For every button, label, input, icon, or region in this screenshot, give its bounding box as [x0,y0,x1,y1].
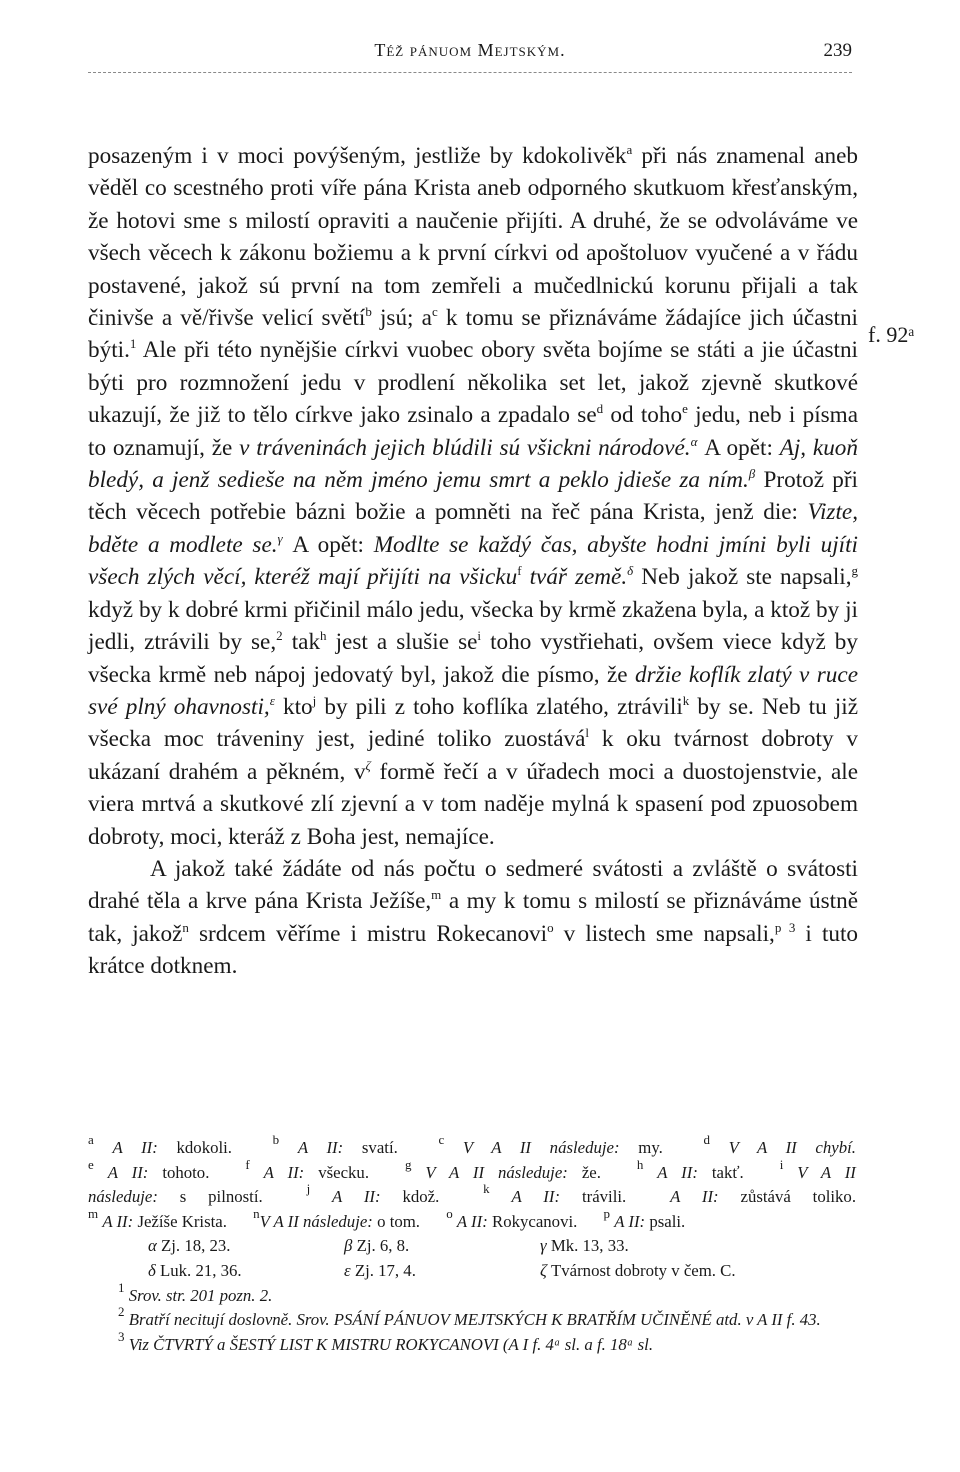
footnote-mark: 1 [129,336,137,352]
variant-source: A II: [107,1162,149,1182]
variant-notes-line-1 [88,1132,856,1161]
footnote-2 [88,1304,856,1333]
variant-source: A II: [657,1162,698,1182]
footnote-text: Bratří necitují doslovně. Srov. PSÁNÍ PÁNUOV MEJTSKÝCH K BRATŘÍM UČINĚNÉ atd. v A II f. 43. [128,1310,821,1330]
text-run: k oku tvárnost dobroty v ukázaní drahém a pěkném, v [88,726,858,785]
variant-mark: e [88,1156,94,1172]
text-run: v listech sme napsali, [553,920,775,947]
variant-reading: s pilností. [179,1187,263,1207]
variant-mark: h [320,628,327,644]
variant-mark: m [431,887,442,903]
reference-mark: γ [277,530,283,546]
apparatus-notes [88,1132,857,1357]
reference-mark: β [748,466,756,482]
variant-mark: k [483,1181,490,1197]
quotation: držie koflík zlatý v ruce své plný ohavnosti, [88,661,858,720]
footnote-3 [88,1328,856,1358]
variant-mark: g [851,563,859,579]
text-run: k tomu se přiznáváme žádajíce jich účastni býti. [88,305,858,364]
variant-mark: k [682,692,690,708]
reference-text: Zj. 6, 8. [356,1236,410,1256]
text-run: od toho [603,402,683,429]
variant-source: A II: [456,1211,488,1231]
footnote-number: 2 [118,1304,125,1320]
scripture-refs-line-2 [88,1259,856,1284]
text-run: by pili z toho koflíka zlatého, ztrávili [316,693,683,720]
reference-text: Zj. 18, 23. [161,1236,231,1256]
variant-mark: p 3 [774,919,796,935]
variant-mark: j [312,692,317,708]
variant-notes-line-4 [88,1205,856,1235]
variant-source: A II: [263,1162,305,1182]
reference-mark: δ [627,563,634,579]
variant-reading: tohoto. [162,1162,210,1182]
quotation: Modlte se každý čas, abyšte hodni jmíni byli ujíti všech zlých věcí, kteréž mají přijíti na všicku [88,531,858,591]
footnote-number: 3 [118,1328,125,1344]
variant-reading: my. [638,1138,663,1157]
text-run: při nás znamenal aneb věděl co scestného proti víře pána Krista aneb odporného skutkuom křesťanským, že hotovi sme s milostí opraviti a naučenie přijíti. A druhé, že se odvoláváme ve všech věcech k zákonu božiemu a k první církvi od apoštoluov vyučené a v řádu postavené, jakož sú první na tom zemřeli a mučedlnickú korunu přijali a tak činivše a vě/řivše velicí světí [88,143,858,332]
text-run: posazeným i v moci povýšeným, jestliže by kdokolivěk [88,143,627,169]
reference-text: Luk. 21, 36. [160,1260,242,1280]
variant-mark: p [603,1205,611,1221]
variant-mark: c [431,304,438,320]
variant-source: V A II následuje: [462,1138,620,1157]
reference-text: Tvárnost dobroty v čem. C. [551,1260,736,1280]
variant-mark: d [596,401,604,417]
variant-reading: o tom. [377,1211,420,1231]
reference-mark: γ [540,1236,547,1256]
running-title: Též pánuom Mejtským. [374,40,566,60]
variant-reading: svatí. [361,1138,398,1157]
footnote-text: Viz ČTVRTÝ a ŠESTÝ LIST K MISTRU ROKYCANOVI (A I f. 4ᵃ sl. a f. 18ᵃ sl. [128,1334,654,1354]
variant-mark: h [636,1156,644,1172]
paragraph-2 [88,853,858,983]
variant-reading: takť. [711,1162,744,1182]
text-run: Protož při těch věcech potřebie bázni božie a pomněti na řeč pána Krista, jenž die: [88,467,859,526]
text-run: jest a slušie se [326,629,478,656]
text-run: Ale při této nynějšie církvi vuobec obory světa bojíme se státi a jie účastni býti pro rozmnožení jedu v prodlení několika set let, jakož zjevně skutkové ukazují, že již to tělo církve jako zsinalo a zpadalo se [88,337,858,429]
variant-reading: kdož. [402,1187,440,1207]
variant-source: A II: [297,1138,344,1157]
variant-mark: o [547,919,554,935]
quotation: v tráveninách jejich blúdili sú všickni národové. [239,434,691,461]
text-run: tak [282,629,321,656]
variant-reading: zůstává toliko. [740,1187,857,1207]
quotation: Vizte, bděte a modlete se. [88,499,858,558]
variant-mark: f [245,1156,250,1172]
variant-source: A II: [614,1211,646,1231]
text-run: a my k tomu s milostí se přiznáváme ústně tak, jakož [88,888,858,947]
variant-mark: i [779,1156,784,1172]
variant-source: A II: [332,1187,381,1207]
variant-reading: kdokoli. [176,1138,232,1157]
footnote-text: Srov. str. 201 pozn. 2. [128,1285,273,1305]
variant-source: následuje: [88,1187,158,1207]
variant-source: A II: [511,1187,561,1207]
variant-mark: b [272,1132,280,1147]
text-run: jsú; a [371,305,432,332]
page-header [88,40,852,70]
variant-mark: e [682,401,688,417]
variant-reading: že. [581,1162,601,1182]
reference-mark: ε [344,1260,351,1280]
variant-source: A II: [670,1187,719,1207]
variant-mark: l [585,725,590,741]
variant-source: A II: [112,1138,158,1157]
text-run: kto [274,693,313,720]
variant-mark: n [253,1205,260,1221]
variant-mark: a [626,142,633,157]
variant-reading: Rokycanovi. [492,1211,578,1231]
variant-reading: Ježíše Krista. [137,1211,227,1231]
variant-mark: d [703,1132,710,1147]
text-run: jedu, neb i písma to oznamují, že [88,402,858,461]
variant-source: V A II následuje: [259,1211,373,1231]
text-run: by se. Neb tu již všecka moc tráveniny jest, jediné toliko zuostává [88,693,858,753]
reference-text: Zj. 17, 4. [354,1260,416,1280]
quotation: Aj, kuoň bledý, a jenž sedieše na něm jméno jemu smrt a peklo jdieše za ním. [88,434,858,494]
variant-mark: b [365,304,372,320]
scripture-refs-line-1 [88,1234,856,1259]
variant-source: A II: [102,1211,134,1231]
text-run: A jakož také žádáte od nás počtu o sedmeré svátosti a zvláště o svátosti drahé těla a krve pána Krista Ježíše, [88,855,858,915]
text-run: srdcem věříme i mistru Rokecanovi [188,920,548,947]
variant-mark: m [88,1205,99,1221]
header-rule [88,72,852,73]
variant-notes-line-3 [88,1181,857,1210]
reference-mark: ε [269,692,275,708]
variant-reading: trávili. [581,1187,627,1207]
variant-source: V A II [797,1162,856,1182]
main-text [88,140,858,983]
reference-mark: α [690,433,698,449]
reference-mark: ζ [540,1260,547,1280]
variant-reading: psali. [649,1211,686,1231]
text-run: A opět: [697,434,780,461]
variant-mark: a [88,1132,94,1147]
reference-mark: α [148,1236,157,1256]
variant-source: V A II chybí. [728,1138,856,1157]
quotation: tvář země. [521,564,628,591]
reference-mark: ζ [365,757,371,773]
page-number: 239 [823,40,852,61]
variant-mark: j [306,1181,311,1197]
text-run: když by k dobré krmi přičinil málo jedu, všecka by krmě zkažena byla, a ktož by ji jedli, ztrávili by se, [88,596,858,656]
reference-mark: β [344,1236,353,1256]
paragraph-1 [88,140,858,853]
variant-mark: g [404,1156,412,1172]
reference-text: Mk. 13, 33. [550,1236,629,1256]
footnote-1 [88,1279,856,1309]
variant-mark: o [446,1205,453,1221]
text-run: formě řečí a v úřadech moci a duostojenstvie, ale viera mrtvá a skutkové zlí zjevní a v tom naděje mylná k spasení pod zpuosobem dobroty, moci, kteráž z Boha jest, nemajíce. [88,758,858,850]
text-run: A opět: [282,531,374,558]
variant-reading: všecku. [318,1162,370,1182]
variant-source: V A II následuje: [425,1162,568,1182]
variant-mark: f [517,563,522,579]
text-run: toho vystřiehati, ovšem viece když by všecka krmě neb nápoj jedovatý byl, jakož die písmo, že [88,629,858,688]
variant-mark: n [182,919,189,935]
variant-notes-line-2 [88,1156,856,1186]
variant-mark: c [438,1132,445,1147]
variant-mark: i [477,628,482,644]
footnote-mark: 2 [276,628,283,644]
text-run: Neb jakož ste napsali, [633,564,852,591]
reference-mark: δ [148,1260,156,1280]
footnote-number: 1 [118,1279,125,1295]
margin-folio-note: f. 92ᵃ [868,322,915,347]
text-run: i tuto krátce dotknem. [88,920,859,980]
